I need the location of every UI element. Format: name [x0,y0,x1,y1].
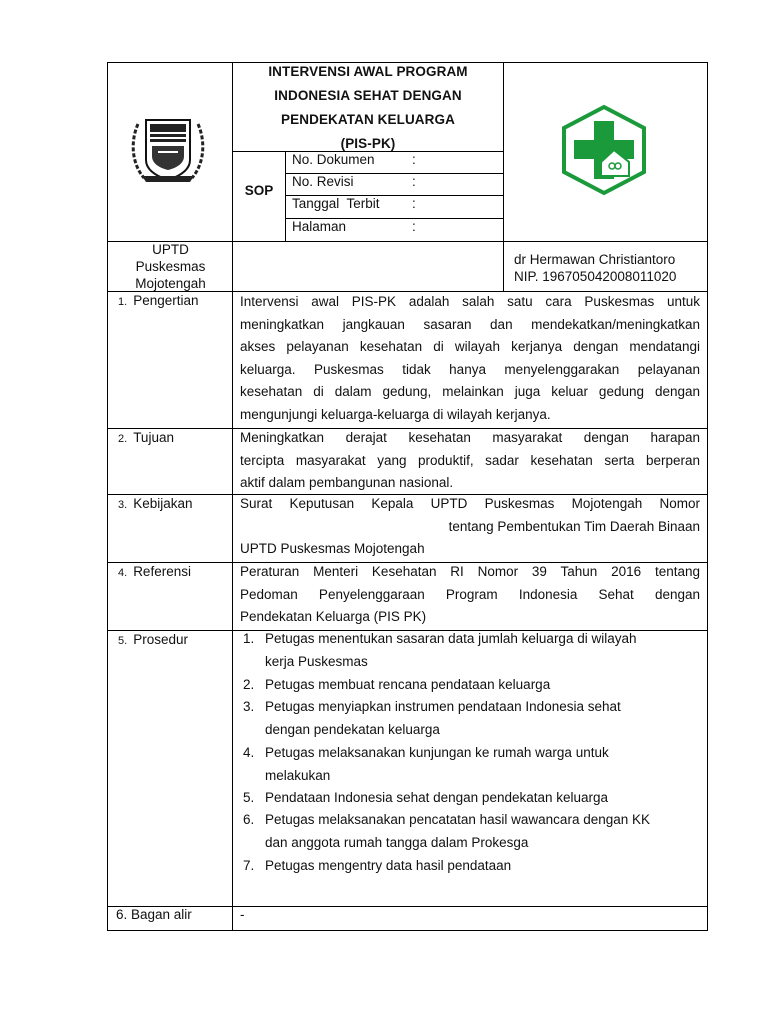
section-text-bagan-alir: - [240,907,245,922]
signer-name: dr Hermawan Christiantoro [514,252,676,267]
meta-label-no-dokumen: No. Dokumen [292,152,375,167]
meta-label-no-revisi: No. Revisi [292,174,354,189]
section-text-pengertian: Intervensi awal PIS-PK adalah salah satu cara Puskesmas untuk meningkatkan jangkauan sasaran dan mendekatkan/meningkatkan akses pelayanan kesehatan di wilayah kerjanya dengan mendatangi keluarga. Puskesmas tidak hanya menyelenggarakan pelayanan kesehatan di dalam gedung, melainkan juga keluar gedung dengan mengunjungi keluarga-keluarga di wilayah kerjanya. [240,294,700,422]
section-label-prosedur: 5. Prosedur [118,632,188,647]
procedure-step: 5. Pendataan Indonesia sehat dengan pendekatan keluarga [243,790,609,805]
procedure-step: 3. Petugas menyiapkan instrumen pendataan Indonesia sehat dengan pendekatan keluarga [243,699,621,737]
regency-crest-icon [128,112,208,184]
meta-label-tanggal-terbit: Tanggal Terbit [292,196,380,211]
section-label-pengertian: 1. Pengertian [118,293,199,308]
meta-colon: : [412,219,416,234]
section-label-kebijakan: 3. Kebijakan [118,496,193,511]
section-label-tujuan: 2. Tujuan [118,430,174,445]
organization-name: UPTD Puskesmas Mojotengah [135,242,206,291]
procedure-step: 2. Petugas membuat rencana pendataan keluarga [243,677,551,692]
procedure-step: 6. Petugas melaksanakan pencatatan hasil wawancara dengan KK dan anggota rumah tangga dalam Prokesga [243,812,651,850]
procedure-step: 7. Petugas mengentry data hasil pendataan [243,858,512,873]
procedure-step: 1. Petugas menentukan sasaran data jumlah keluarga di wilayah kerja Puskesmas [243,631,637,669]
puskesmas-cross-icon [559,104,649,196]
sop-label: SOP [244,183,274,198]
section-text-tujuan: Meningkatkan derajat kesehatan masyarakat dengan harapan tercipta masyarakat yang produktif, sadar kesehatan serta berperan aktif dalam pembangunan nasional. [240,430,700,491]
procedure-step: 4. Petugas melaksanakan kunjungan ke rumah warga untuk melakukan [243,745,609,783]
section-label-bagan-alir: 6. Bagan alir [116,907,192,922]
meta-label-halaman: Halaman [292,219,347,234]
document-title: INTERVENSI AWAL PROGRAM INDONESIA SEHAT DENGAN PENDEKATAN KELUARGA (PIS-PK) [268,64,468,151]
meta-colon: : [412,196,416,211]
section-text-referensi: Peraturan Menteri Kesehatan RI Nomor 39 Tahun 2016 tentang Pedoman Penyelenggaraan Program Indonesia Sehat dengan Pendekatan Keluarga (PIS PK) [240,564,700,625]
section-text-kebijakan: Surat Keputusan Kepala UPTD Puskesmas Mojotengah Nomor tentang Pembentukan Tim Daerah Binaan UPTD Puskesmas Mojotengah [240,496,700,557]
meta-colon: : [412,152,416,167]
signer-nip: NIP. 196705042008011020 [514,269,677,284]
section-label-referensi: 4. Referensi [118,564,191,579]
meta-colon: : [412,174,416,189]
signer-block [514,251,676,285]
